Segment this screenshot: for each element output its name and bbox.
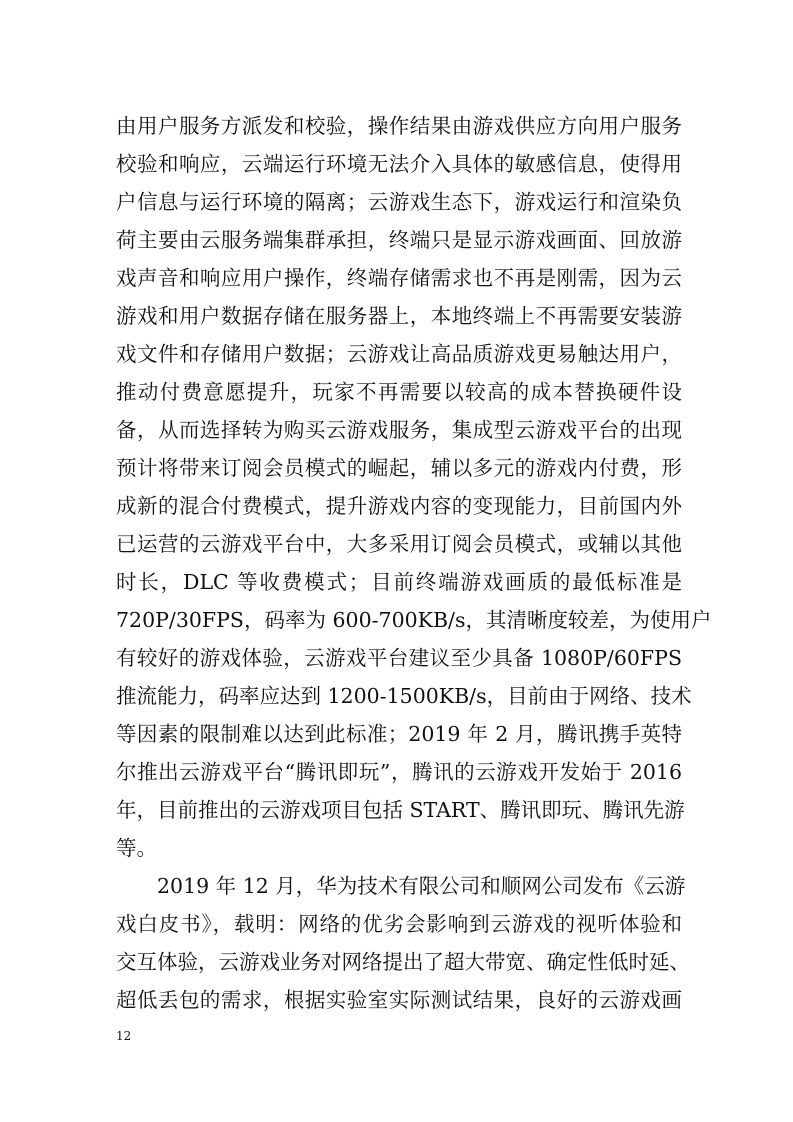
paragraph-line: 由用户服务方派发和校验，操作结果由游戏供应方向用户服务: [116, 114, 682, 138]
paragraph-line: 年，目前推出的云游戏项目包括 START、腾讯即玩、腾讯先游: [116, 798, 685, 822]
paragraph-line: 有较好的游戏体验，云游戏平台建议至少具备 1080P/60FPS: [116, 646, 682, 670]
paragraph-line: 校验和响应，云端运行环境无法介入具体的敏感信息，使得用: [116, 152, 682, 176]
paragraph-line: 荷主要由云服务端集群承担，终端只是显示游戏画面、回放游: [116, 228, 682, 252]
paragraph-line: 推动付费意愿提升，玩家不再需要以较高的成本替换硬件设: [116, 380, 682, 404]
paragraph-line: 预计将带来订阅会员模式的崛起，辅以多元的游戏内付费，形: [116, 456, 682, 480]
paragraph-line: 尔推出云游戏平台“腾讯即玩”，腾讯的云游戏开发始于 2016: [116, 760, 682, 784]
paragraph-line: 游戏和用户数据存储在服务器上，本地终端上不再需要安装游: [116, 304, 682, 328]
paragraph-line: 时长，DLC 等收费模式；目前终端游戏画质的最低标准是: [116, 570, 682, 594]
paragraph-line: 等因素的限制难以达到此标准；2019 年 2 月，腾讯携手英特: [116, 722, 682, 746]
page-number: 12: [116, 1029, 132, 1043]
paragraph-line: 推流能力，码率应达到 1200-1500KB/s，目前由于网络、技术: [116, 684, 692, 708]
paragraph-line: 户信息与运行环境的隔离；云游戏生态下，游戏运行和渲染负: [116, 190, 682, 214]
paragraph-line: 备，从而选择转为购买云游戏服务，集成型云游戏平台的出现: [116, 418, 682, 442]
paragraph-line: 2019 年 12 月，华为技术有限公司和顺网公司发布《云游: [157, 874, 686, 898]
paragraph-line: 成新的混合付费模式，提升游戏内容的变现能力，目前国内外: [116, 494, 682, 518]
paragraph-line: 超低丢包的需求，根据实验室实际测试结果，良好的云游戏画: [116, 988, 682, 1012]
paragraph-line: 已运营的云游戏平台中，大多采用订阅会员模式，或辅以其他: [116, 532, 682, 556]
paragraph-line: 等。: [116, 836, 157, 860]
paragraph-line: 戏文件和存储用户数据；云游戏让高品质游戏更易触达用户，: [116, 342, 682, 366]
paragraph-line: 交互体验，云游戏业务对网络提出了超大带宽、确定性低时延、: [116, 950, 690, 974]
paragraph-line: 720P/30FPS，码率为 600-700KB/s，其清晰度较差，为使用户: [116, 608, 712, 632]
paragraph-line: 戏白皮书》，载明：网络的优劣会影响到云游戏的视听体验和: [116, 912, 682, 936]
paragraph-line: 戏声音和响应用户操作，终端存储需求也不再是刚需，因为云: [116, 266, 682, 290]
